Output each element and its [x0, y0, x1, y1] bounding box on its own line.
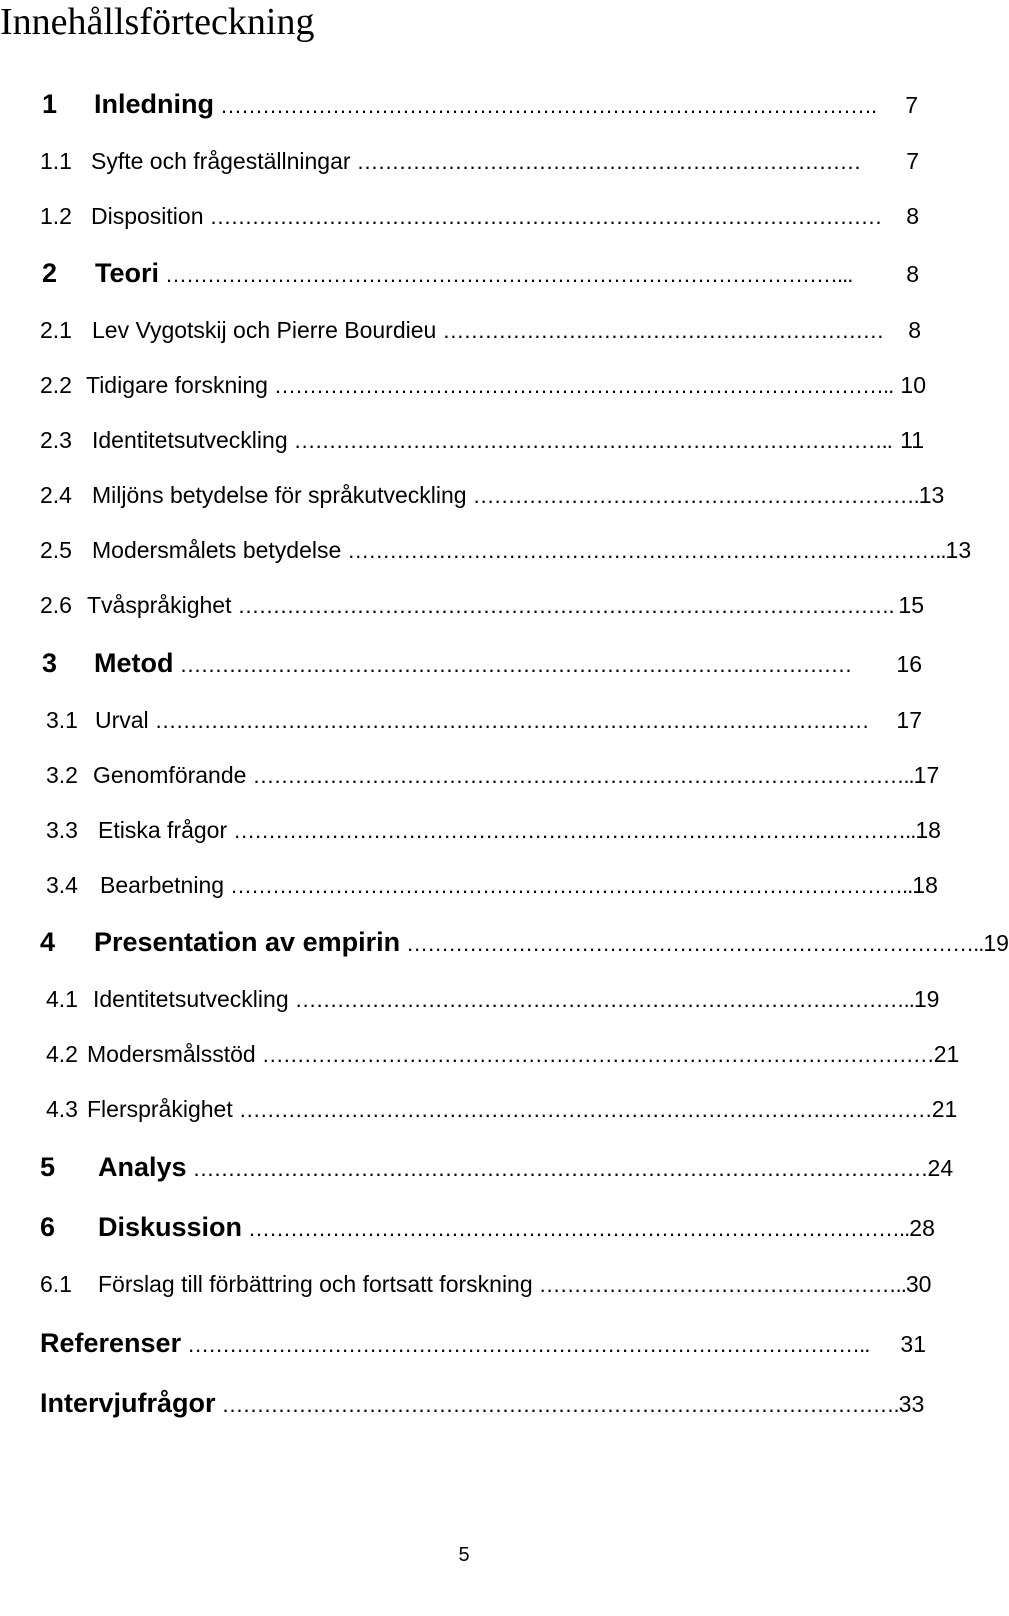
toc-dot-leader: ………………………………………………………	[442, 318, 884, 343]
toc-entry-page: 19	[983, 930, 1009, 956]
toc-entry[interactable]	[0, 196, 919, 236]
toc-entry[interactable]	[0, 84, 918, 124]
toc-dot-leader: ……………………………………………………………………………..	[294, 987, 914, 1012]
toc-entry-title: Etiska frågor	[98, 817, 228, 843]
toc-entry-title: Teori	[95, 258, 160, 288]
toc-dot-leader: ………………………………………………………………………………………	[238, 1097, 932, 1122]
toc-entry-number: 6.1	[40, 1271, 72, 1297]
toc-entry-number: 4	[40, 927, 56, 957]
toc-entry-number: 3.2	[46, 762, 78, 788]
toc-entry-number: 1	[42, 89, 58, 119]
toc-dot-leader: ……………………………………………………………………………………………	[192, 1156, 928, 1181]
toc-entry-title: Lev Vygotskij och Pierre Bourdieu	[92, 317, 437, 343]
toc-entry[interactable]	[0, 1383, 924, 1423]
toc-entry-title: Identitetsutveckling	[93, 986, 289, 1012]
toc-entry-number: 3.3	[46, 817, 78, 843]
toc-dot-leader: …………………………………………………………………………..	[293, 428, 892, 453]
toc-entry-title: Intervjufrågor	[40, 1388, 216, 1418]
toc-entry-title: Identitetsutveckling	[92, 427, 288, 453]
toc-dot-leader: ……………………………………………………………………………………...	[165, 262, 853, 287]
toc-entry[interactable]	[0, 1207, 935, 1247]
toc-entry-page: 17	[896, 707, 922, 733]
toc-entry[interactable]	[0, 1147, 954, 1187]
toc-dot-leader: ……………………………………………………………………………..	[273, 373, 894, 398]
toc-entry-title: Presentation av empirin	[94, 927, 401, 957]
toc-entry-title: Diskussion	[98, 1212, 243, 1242]
toc-entry-page: 7	[905, 92, 918, 118]
toc-entry[interactable]	[0, 979, 940, 1019]
toc-entry[interactable]	[0, 420, 924, 460]
toc-entry-page: 8	[906, 261, 919, 287]
toc-entry[interactable]	[0, 1323, 926, 1363]
toc-entry[interactable]	[0, 530, 972, 570]
toc-entry-number: 2.3	[40, 427, 72, 453]
toc-entry-page: 16	[896, 651, 922, 677]
toc-entry[interactable]	[0, 700, 922, 740]
toc-entry-number: 2.6	[40, 592, 72, 618]
toc-entry[interactable]	[0, 865, 938, 905]
toc-entry-page: 13	[945, 537, 972, 563]
toc-dot-leader: …………………………………………………………………………………….	[221, 1392, 899, 1417]
page-title: Innehållsförteckning	[0, 1, 315, 43]
toc-entry-title: Tvåspråkighet	[87, 592, 232, 618]
toc-entry-number: 4.3	[46, 1096, 78, 1122]
toc-dot-leader: ……………………………………………………………………………………..	[187, 1332, 870, 1357]
toc-entry-title: Bearbetning	[100, 872, 225, 898]
toc-entry-title: Syfte och frågeställningar	[91, 148, 351, 174]
toc-dot-leader: …………………………………………………………………………………………	[154, 708, 869, 733]
toc-dot-leader: ………………………………………………………………	[356, 149, 861, 174]
toc-entry-page: 21	[931, 1096, 958, 1122]
toc-entry-number: 2.2	[40, 372, 72, 398]
toc-dot-leader: …………………………………………………………………………..	[347, 538, 946, 563]
toc-entry-page: 24	[927, 1155, 954, 1181]
toc-entry[interactable]	[0, 643, 922, 683]
toc-dot-leader: ……………………………………………………………………………………..	[230, 873, 913, 898]
toc-entry-number: 2.1	[40, 317, 72, 343]
toc-entry-page: 7	[906, 148, 919, 174]
toc-entry-page: 33	[898, 1391, 925, 1417]
toc-entry[interactable]	[0, 1264, 932, 1304]
toc-entry-number: 1.2	[40, 203, 72, 229]
toc-entry[interactable]	[0, 1089, 958, 1129]
toc-entry-number: 5	[40, 1152, 56, 1182]
toc-entry-title: Referenser	[40, 1328, 182, 1358]
toc-dot-leader: ……………………………………………………………………………………	[209, 204, 882, 229]
toc-entry-page: 19	[913, 986, 940, 1012]
toc-dot-leader: ……………………………………………………………………………………..	[233, 818, 916, 843]
toc-entry[interactable]	[0, 141, 919, 181]
toc-entry-page: 13	[918, 482, 945, 508]
toc-entry-page: 8	[906, 203, 919, 229]
toc-entry-page: 15	[898, 592, 924, 618]
toc-entry[interactable]	[0, 310, 921, 350]
toc-entry[interactable]	[0, 585, 924, 625]
toc-entry-page: 21	[933, 1041, 960, 1067]
toc-entry-page: 17	[913, 762, 940, 788]
toc-dot-leader: ………………………………………………………………………………….	[237, 593, 894, 618]
toc-entry[interactable]	[0, 810, 941, 850]
toc-entry-number: 2.4	[40, 482, 72, 508]
toc-entry-page: 10	[900, 372, 926, 398]
toc-dot-leader: ………………………………………………………………………………….	[219, 93, 877, 118]
toc-entry-number: 3.1	[46, 707, 78, 733]
toc-dot-leader: …………………………………………………………………………………..	[252, 763, 914, 788]
toc-dot-leader: ……………………………………………………….	[472, 483, 919, 508]
toc-entry-title: Tidigare forskning	[86, 372, 268, 398]
toc-entry-page: 18	[915, 817, 941, 843]
toc-entry-page: 11	[900, 427, 924, 453]
toc-entry-number: 2.5	[40, 537, 72, 563]
toc-entry-page: 18	[912, 872, 938, 898]
toc-entry[interactable]	[0, 365, 926, 405]
toc-dot-leader: …………………………………………………………………………………..	[248, 1216, 910, 1241]
toc-entry-title: Disposition	[91, 203, 204, 229]
toc-entry-title: Modersmålets betydelse	[92, 537, 342, 563]
toc-entry-page: 8	[908, 317, 921, 343]
toc-entry-title: Flerspråkighet	[87, 1096, 233, 1122]
page-number: 5	[458, 1544, 470, 1566]
toc-entry-number: 6	[40, 1212, 56, 1242]
toc-dot-leader: ……………………………………………..	[538, 1272, 906, 1297]
toc-entry-title: Modersmålsstöd	[87, 1041, 256, 1067]
toc-entry-number: 4.2	[46, 1041, 78, 1067]
toc-entry-number: 2	[42, 258, 58, 288]
toc-dot-leader: ……………………………………………………………………………………	[261, 1042, 934, 1067]
toc-entry-page: 31	[900, 1331, 926, 1357]
toc-entry-page: 30	[905, 1271, 932, 1297]
toc-entry[interactable]	[0, 1034, 960, 1074]
toc-entry-title: Analys	[98, 1152, 187, 1182]
toc-entry[interactable]	[0, 475, 945, 515]
toc-entry[interactable]	[0, 253, 919, 293]
toc-entry-number: 3.4	[46, 872, 78, 898]
toc-entry-number: 4.1	[46, 986, 78, 1012]
toc-entry[interactable]	[0, 922, 1009, 962]
toc-entry-title: Genomförande	[93, 762, 247, 788]
toc-entry-number: 3	[42, 648, 58, 678]
toc-entry-title: Inledning	[94, 89, 214, 119]
toc-entry-title: Förslag till förbättring och fortsatt forskning	[98, 1271, 533, 1297]
toc-entry-title: Metod	[94, 648, 174, 678]
toc-entry-title: Urval	[95, 707, 149, 733]
toc-dot-leader: ……………………………………………………………………………………	[179, 652, 852, 677]
toc-entry[interactable]	[0, 755, 940, 795]
toc-entry-title: Miljöns betydelse för språkutveckling	[92, 482, 467, 508]
toc-entry-number: 1.1	[40, 148, 72, 174]
toc-entry-page: 28	[909, 1215, 935, 1241]
toc-dot-leader: ………………………………………………………………………..	[406, 931, 984, 956]
